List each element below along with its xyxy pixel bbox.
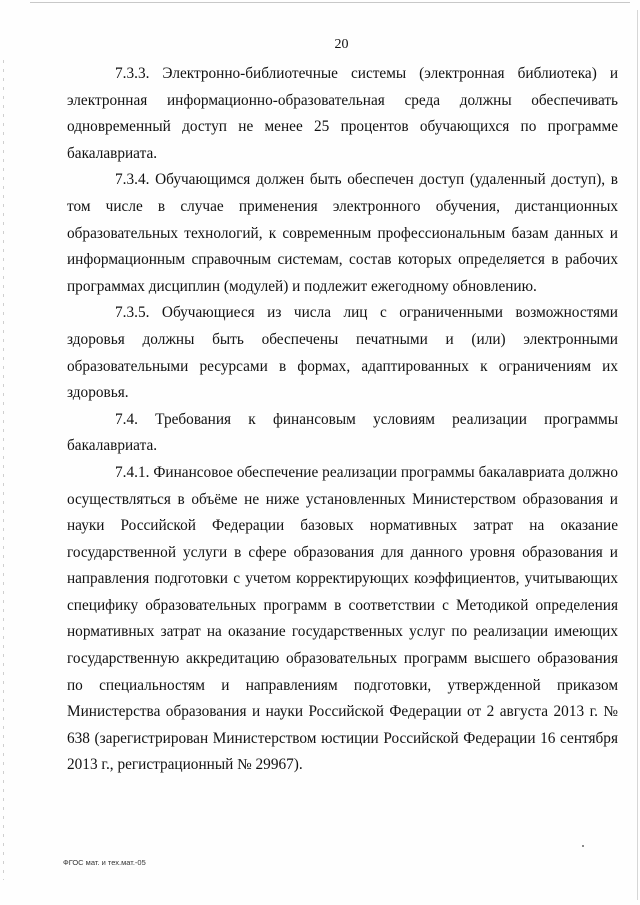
body-text [67,61,618,779]
footer-code: ФГОС мат. и тех.мат.-05 [63,858,146,867]
scan-top-edge [30,2,630,3]
scan-left-edge [3,60,4,880]
paragraph-7-4: 7.4. Требования к финансовым условиям реализации программы бакалавриата. [67,410,618,455]
paragraph-7-4-1: 7.4.1. Финансовое обеспечение реализации программы бакалавриата должно осуществляться в объёме не ниже установленных Министерством образования и науки Российской Федерации базовых нормативных затрат на оказание государственной услуги в сфере образования для данного уровня образования и направления подготовки с учетом корректирующих коэффициентов, учитывающих специфику образовательных программ в соответствии с Методикой определения нормативных затрат на оказание государственных услуг по реализации имеющих государственную аккредитацию образовательных программ высшего образования по специальностям и направлениям подготовки, утвержденной приказом Министерства образования и науки Российской Федерации от 2 августа 2013 г. № 638 (зарегистрирован Министерством юстиции Российской Федерации 16 сентября 2013 г., регистрационный № 29967). [67,463,618,774]
paragraph-7-3-3: 7.3.3. Электронно-библиотечные системы (электронная библиотека) и электронная информационно-образовательная среда должны обеспечивать одновременный доступ не менее 25 процентов обучающихся по программе бакалавриата. [67,65,618,162]
paragraph-7-3-5: 7.3.5. Обучающиеся из числа лиц с ограниченными возможностями здоровья должны быть обеспечены печатными и (или) электронными образовательными ресурсами в формах, адаптированных к ограничениям их здоровья. [67,304,618,402]
page-number: 20 [334,37,349,52]
scan-speck [582,845,584,847]
scan-right-edge [637,10,638,900]
paragraph-7-3-4: 7.3.4. Обучающимся должен быть обеспечен доступ (удаленный доступ), в том числе в случае применения электронного обучения, дистанционных образовательных технологий, к современным профессиональным базам данных и информационным справочным системам, состав которых определяется в рабочих программах дисциплин (модулей) и подлежит ежегодному обновлению. [67,171,618,295]
